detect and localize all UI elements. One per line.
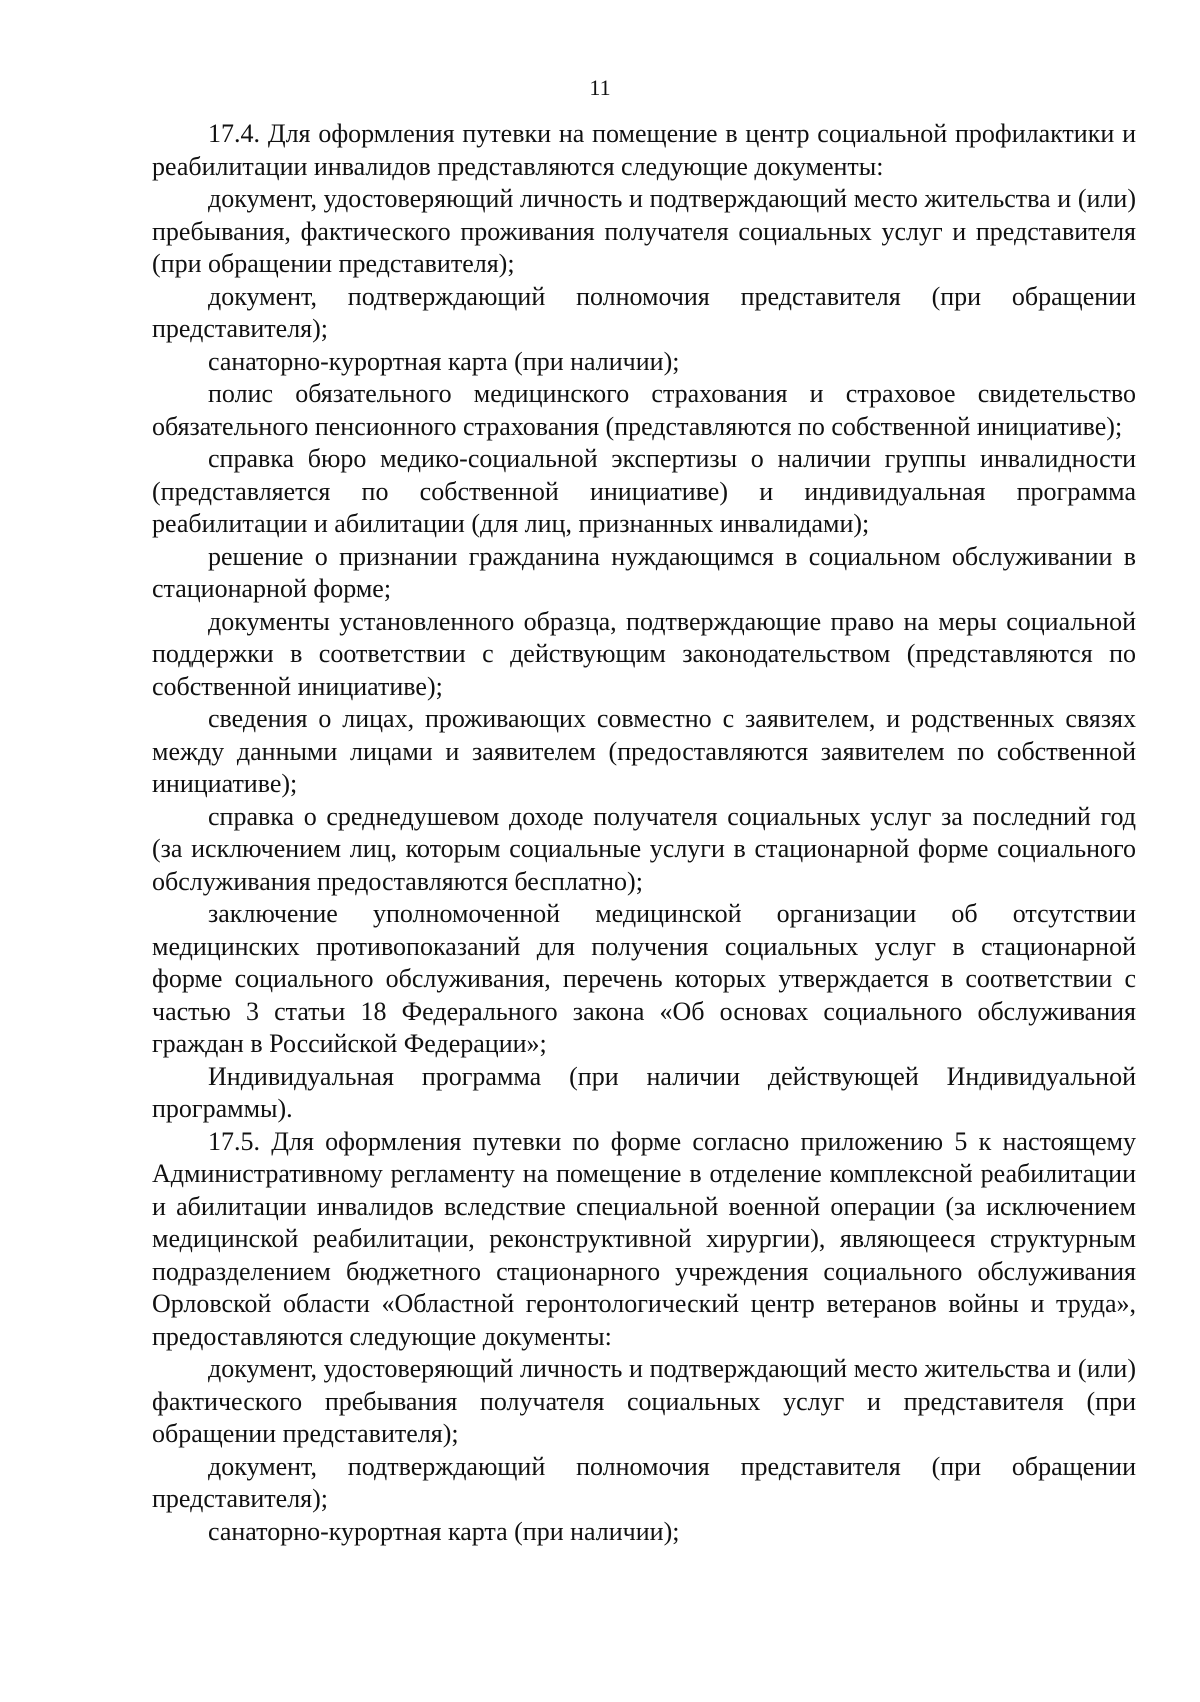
paragraph-recognition-decision: решение о признании гражданина нуждающимся в социальном обслуживании в стационарной форме; <box>152 541 1136 603</box>
paragraph-representative-authority-2: документ, подтверждающий полномочия представителя (при обращении представителя); <box>152 1451 1136 1513</box>
paragraph-cohabitants-info: сведения о лицах, проживающих совместно с заявителем, и родственных связях между данными лицами и заявителем (предоставляются заявителем по собственной инициативе); <box>152 704 1136 798</box>
paragraph-identity-document-2: документ, удостоверяющий личность и подтверждающий место жительства и (или) фактического пребывания получателя социальных услуг и представителя (при обращении представителя); <box>152 1354 1136 1448</box>
paragraph-individual-program: Индивидуальная программа (при наличии действующей Индивидуальной программы). <box>152 1061 1136 1123</box>
paragraph-insurance-policy: полис обязательного медицинского страхования и страховое свидетельство обязательного пенсионного страхования (представляются по собственной инициативе); <box>152 379 1136 441</box>
paragraph-medical-conclusion: заключение уполномоченной медицинской организации об отсутствии медицинских противопоказаний для получения социальных услуг в стационарной форме социального обслуживания, перечень которых утверждается в соответствии с частью 3 статьи 18 Федерального закона «Об основах социального обслуживания граждан в Российской Федерации»; <box>152 899 1136 1058</box>
paragraph-sanatorium-card: санаторно-курортная карта (при наличии); <box>208 346 680 376</box>
page-number: 11 <box>589 75 611 100</box>
paragraph-income-certificate: справка о среднедушевом доходе получателя социальных услуг за последний год (за исключением лиц, которым социальные услуги в стационарной форме социального обслуживания предоставляются бесплатно); <box>152 801 1136 896</box>
paragraph-sanatorium-card-2: санаторно-курортная карта (при наличии); <box>208 1516 680 1546</box>
paragraph-representative-authority: документ, подтверждающий полномочия представителя (при обращении представителя); <box>152 281 1136 343</box>
document-body <box>152 118 1136 1548</box>
paragraph-support-documents: документы установленного образца, подтверждающие право на меры социальной поддержки в соответствии с действующим законодательством (представляются по собственной инициативе); <box>152 606 1136 701</box>
paragraph-identity-document: документ, удостоверяющий личность и подтверждающий место жительства и (или) пребывания, фактического проживания получателя социальных услуг и представителя (при обращении представителя); <box>152 184 1136 278</box>
paragraph-17-4-intro: 17.4. Для оформления путевки на помещение в центр социальной профилактики и реабилитации инвалидов представляются следующие документы: <box>152 119 1136 181</box>
paragraph-17-5-intro: 17.5. Для оформления путевки по форме согласно приложению 5 к настоящему Административному регламенту на помещение в отделение комплексной реабилитации и абилитации инвалидов вследствие специальной военной операции (за исключением медицинской реабилитации, реконструктивной хирургии), являющееся структурным подразделением бюджетного стационарного учреждения социального обслуживания Орловской области «Областной геронтологический центр ветеранов войны и труда», предоставляются следующие документы: <box>152 1126 1136 1351</box>
paragraph-disability-certificate: справка бюро медико-социальной экспертизы о наличии группы инвалидности (представляется по собственной инициативе) и индивидуальная программа реабилитации и абилитации (для лиц, признанных инвалидами); <box>152 444 1136 538</box>
